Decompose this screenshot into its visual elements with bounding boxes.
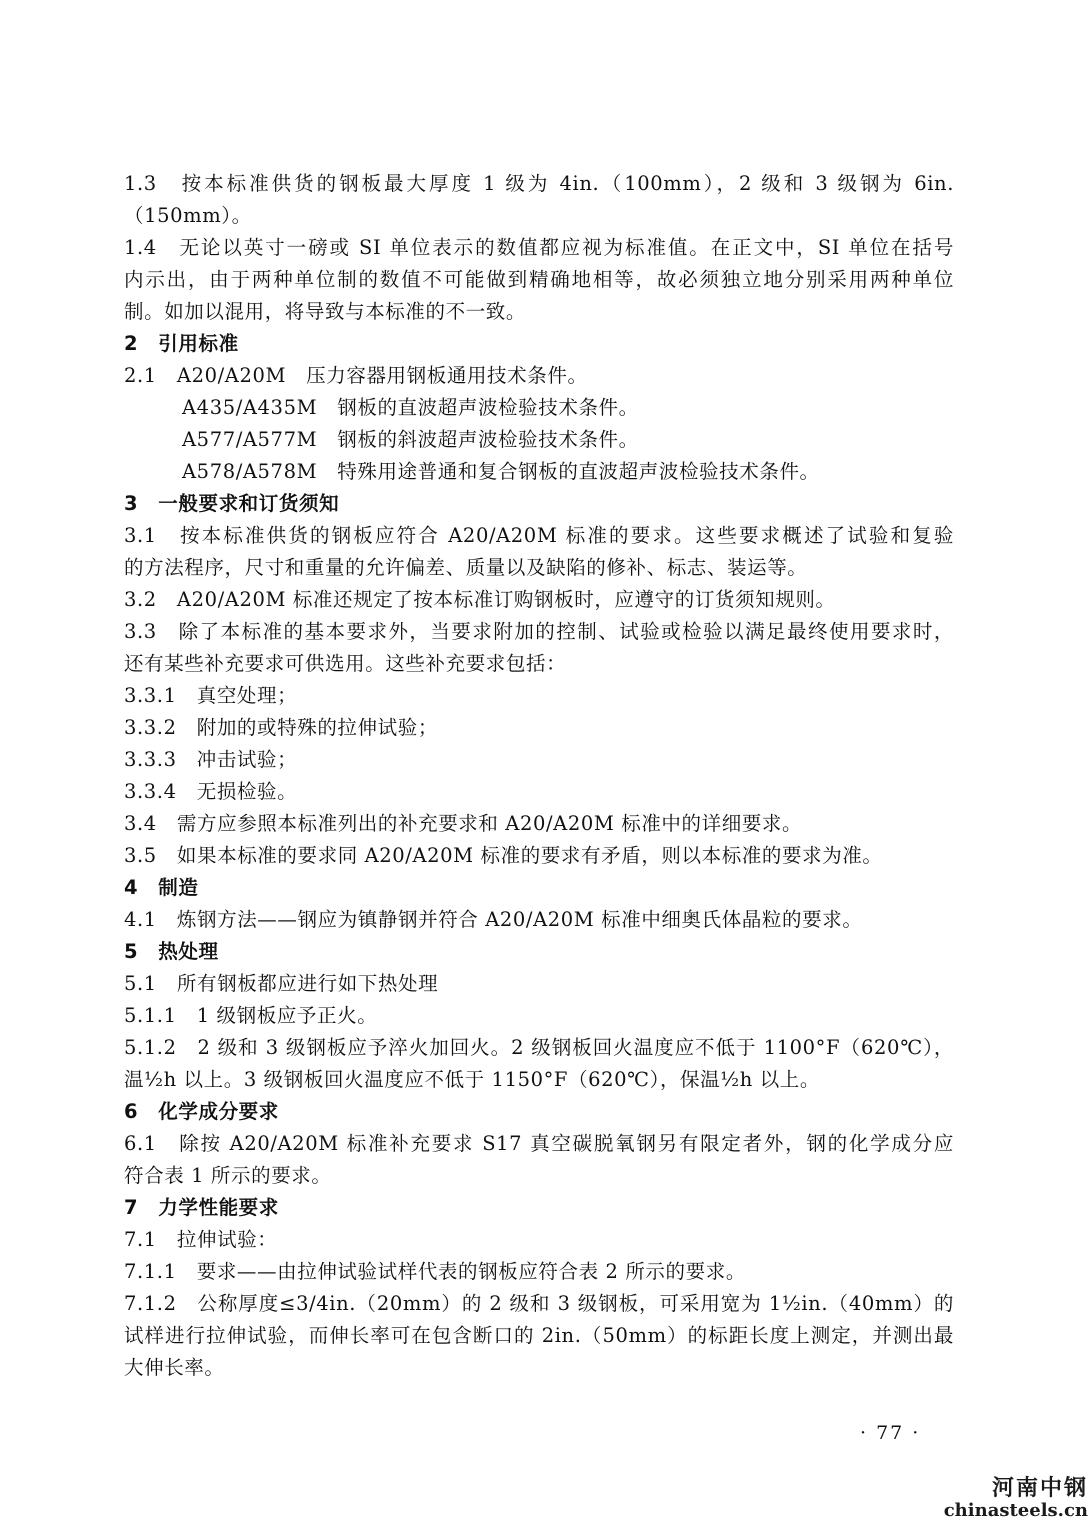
- clause-1-4-line-3: 制。如加以混用，将导致与本标准的不一致。: [124, 300, 527, 323]
- clause-7-1-2-line-1: 7.1.2 公称厚度≤3/4in.（20mm）的 2 级和 3 级钢板，可采用宽为 1½in.（40mm）的: [124, 1292, 954, 1315]
- clause-3-5: 3.5 如果本标准的要求同 A20/A20M 标准的要求有矛盾，则以本标准的要求为准。: [124, 844, 883, 867]
- clause-3-1-line-1: 3.1 按本标准供货的钢板应符合 A20/A20M 标准的要求。这些要求概述了试验和复验: [124, 524, 954, 547]
- clause-1-3-line-1: 1.3 按本标准供货的钢板最大厚度 1 级为 4in.（100mm），2 级和 3 级钢为 6in.: [124, 172, 954, 195]
- clause-7-1-2-line-2: 试样进行拉伸试验，而伸长率可在包含断口的 2in.（50mm）的标距长度上测定，并测出最: [124, 1324, 954, 1347]
- clause-5-1-2-line-2: 温½h 以上。3 级钢板回火温度应不低于 1150°F（620℃），保温½h 以上。: [124, 1068, 821, 1091]
- clause-3-3-line-1: 3.3 除了本标准的基本要求外，当要求附加的控制、试验或检验以满足最终使用要求时，: [124, 620, 954, 643]
- section-heading-2: 2 引用标准: [124, 332, 239, 355]
- clause-5-1: 5.1 所有钢板都应进行如下热处理: [124, 972, 439, 995]
- clause-3-2: 3.2 A20/A20M 标准还规定了按本标准订购钢板时，应遵守的订货须知规则。: [124, 588, 836, 611]
- clause-1-3-line-2: （150mm）。: [124, 204, 252, 227]
- clause-7-1-1: 7.1.1 要求——由拉伸试验试样代表的钢板应符合表 2 所示的要求。: [124, 1260, 746, 1283]
- clause-3-3-line-2: 还有某些补充要求可供选用。这些补充要求包括：: [124, 652, 567, 675]
- section-heading-7: 7 力学性能要求: [124, 1196, 279, 1219]
- clause-3-1-line-2: 的方法程序，尺寸和重量的允许偏差、质量以及缺陷的修补、标志、装运等。: [124, 556, 808, 579]
- clause-3-3-1: 3.3.1 真空处理；: [124, 684, 298, 707]
- clause-4-1: 4.1 炼钢方法——钢应为镇静钢并符合 A20/A20M 标准中细奥氏体晶粒的要求。: [124, 908, 863, 931]
- clause-3-3-4: 3.3.4 无损检验。: [124, 780, 298, 803]
- section-heading-4: 4 制造: [124, 876, 199, 899]
- clause-6-1-line-1: 6.1 除按 A20/A20M 标准补充要求 S17 真空碳脱氧钢另有限定者外，钢的化学成分应: [124, 1132, 954, 1155]
- clause-6-1-line-2: 符合表 1 所示的要求。: [124, 1164, 332, 1187]
- page-number: · 77 ·: [860, 1422, 921, 1444]
- section-heading-3: 3 一般要求和订货须知: [124, 492, 340, 515]
- reference-a578: A578/A578M 特殊用途普通和复合钢板的直波超声波检验技术条件。: [182, 460, 820, 483]
- clause-5-1-2-line-1: 5.1.2 2 级和 3 级钢板应予淬火加回火。2 级钢板回火温度应不低于 1100°F（620℃），: [124, 1036, 954, 1059]
- clause-3-3-3: 3.3.3 冲击试验；: [124, 748, 298, 771]
- section-heading-5: 5 热处理: [124, 940, 219, 963]
- clause-3-4: 3.4 需方应参照本标准列出的补充要求和 A20/A20M 标准中的详细要求。: [124, 812, 803, 835]
- clause-7-1-2-line-3: 大伸长率。: [124, 1356, 225, 1379]
- site-watermark: [944, 1477, 1088, 1521]
- clause-1-4-line-2: 内示出，由于两种单位制的数值不可能做到精确地相等，故必须独立地分别采用两种单位: [124, 268, 954, 291]
- watermark-logo-text: 河南中钢: [991, 1476, 1088, 1501]
- reference-a577: A577/A577M 钢板的斜波超声波检验技术条件。: [182, 428, 639, 451]
- clause-7-1: 7.1 拉伸试验：: [124, 1228, 278, 1251]
- reference-a435: A435/A435M 钢板的直波超声波检验技术条件。: [182, 396, 639, 419]
- clause-3-3-2: 3.3.2 附加的或特殊的拉伸试验；: [124, 716, 438, 739]
- section-heading-6: 6 化学成分要求: [124, 1100, 279, 1123]
- clause-5-1-1: 5.1.1 1 级钢板应予正火。: [124, 1004, 378, 1027]
- clause-1-4-line-1: 1.4 无论以英寸一磅或 SI 单位表示的数值都应视为标准值。在正文中，SI 单位在括号: [124, 236, 954, 259]
- reference-a20: 2.1 A20/A20M 压力容器用钢板通用技术条件。: [124, 364, 588, 387]
- document-body: [124, 168, 954, 1384]
- watermark-url: chinasteels.cn: [943, 1500, 1088, 1521]
